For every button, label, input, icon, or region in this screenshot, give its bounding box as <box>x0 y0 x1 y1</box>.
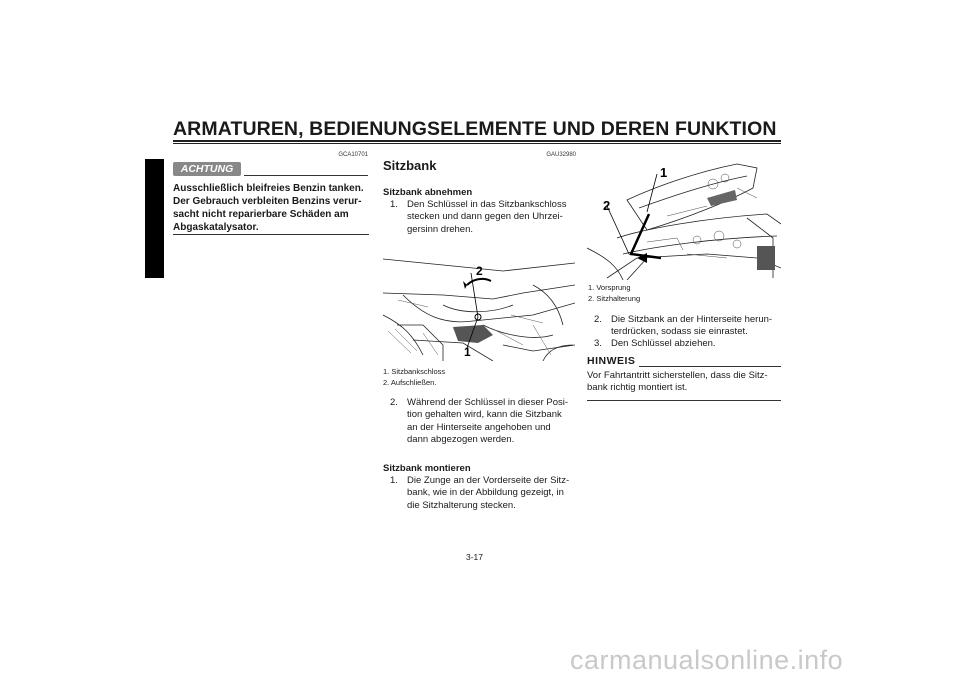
caution-top-rule <box>244 175 368 176</box>
hinweis-label: HINWEIS <box>587 355 636 367</box>
header-rule <box>173 140 781 142</box>
hinweis-line: bank richtig montiert ist. <box>587 382 688 394</box>
figure-callout-2: 2 <box>476 264 483 278</box>
figure-callout-2: 2 <box>603 198 611 213</box>
seat-lock-figure <box>383 255 575 361</box>
figure-callout-1: 1 <box>660 165 668 180</box>
footer-watermark: carmanualsonline.info <box>570 645 844 675</box>
caution-line: Ausschließlich bleifreies Benzin tanken. <box>173 183 364 194</box>
figure-callout-1: 1 <box>464 345 471 359</box>
step-line: Den Schlüssel in das Sitzbankschloss <box>407 199 567 210</box>
caution-code: GCA10701 <box>338 152 368 158</box>
caution-line: Der Gebrauch verbleiten Benzins verur- <box>173 196 362 207</box>
step-line: gersinn drehen. <box>407 223 474 235</box>
remove-step-2 <box>390 397 580 446</box>
step-number: 1. <box>390 475 398 486</box>
seat-holder-figure <box>587 158 781 280</box>
section-title: Sitzbank <box>383 158 437 173</box>
chapter-tab-number: 3 <box>150 249 157 261</box>
caption-item: 2. Sitzhalterung <box>588 294 641 303</box>
remove-heading: Sitzbank abnehmen <box>383 187 473 198</box>
remove-figure-captions <box>383 366 445 388</box>
caption-item: 1. Vorsprung <box>588 283 631 292</box>
step-line: dann abgezogen werden. <box>407 433 515 445</box>
caution-line: sacht nicht reparierbare Schäden am <box>173 209 349 220</box>
page-number: 3-17 <box>466 552 484 562</box>
step-line: Die Zunge an der Vorderseite der Sitz- <box>407 475 570 486</box>
step-line: Den Schlüssel abziehen. <box>611 338 716 349</box>
caution-text <box>173 182 369 234</box>
hinweis-line: Vor Fahrtantritt sicherstellen, dass die Sitz- <box>587 370 768 381</box>
install-step-3 <box>594 338 784 350</box>
step-line: die Sitzhalterung stecken. <box>407 499 516 511</box>
hinweis-text <box>587 370 782 395</box>
caption-item: 1. Sitzbankschloss <box>383 367 446 376</box>
step-line: an der Hinterseite angehoben und <box>407 421 551 433</box>
step-number: 1. <box>390 199 398 210</box>
header-rule-thin <box>173 143 781 144</box>
caution-badge: ACHTUNG <box>173 162 241 176</box>
step-line: stecken und dann gegen den Uhrzei- <box>407 211 563 223</box>
step-number: 2. <box>594 314 602 325</box>
page-title: ARMATUREN, BEDIENUNGSELEMENTE UND DEREN FUNKTION <box>173 118 777 140</box>
step-number: 2. <box>390 397 398 408</box>
caption-item: 2. Aufschließen. <box>383 378 437 387</box>
step-line: Die Sitzbank an der Hinterseite herun- <box>611 314 773 325</box>
hinweis-top-rule <box>639 366 781 367</box>
remove-step-1 <box>390 199 580 236</box>
install-step-2 <box>594 314 784 339</box>
step-line: tion gehalten wird, kann die Sitzbank <box>407 409 562 421</box>
step-number: 3. <box>594 338 602 349</box>
step-line: terdrücken, sodass sie einrastet. <box>611 326 748 338</box>
install-step-1 <box>390 475 580 512</box>
install-heading: Sitzbank montieren <box>383 463 471 474</box>
caution-line: Abgaskatalysator. <box>173 222 259 233</box>
caution-bottom-rule <box>173 234 369 235</box>
hinweis-bottom-rule <box>587 400 781 401</box>
install-figure-captions <box>588 282 640 304</box>
step-line: bank, wie in der Abbildung gezeigt, in <box>407 487 564 499</box>
section-code: GAU32980 <box>546 152 576 158</box>
step-line: Während der Schlüssel in dieser Posi- <box>407 397 569 408</box>
